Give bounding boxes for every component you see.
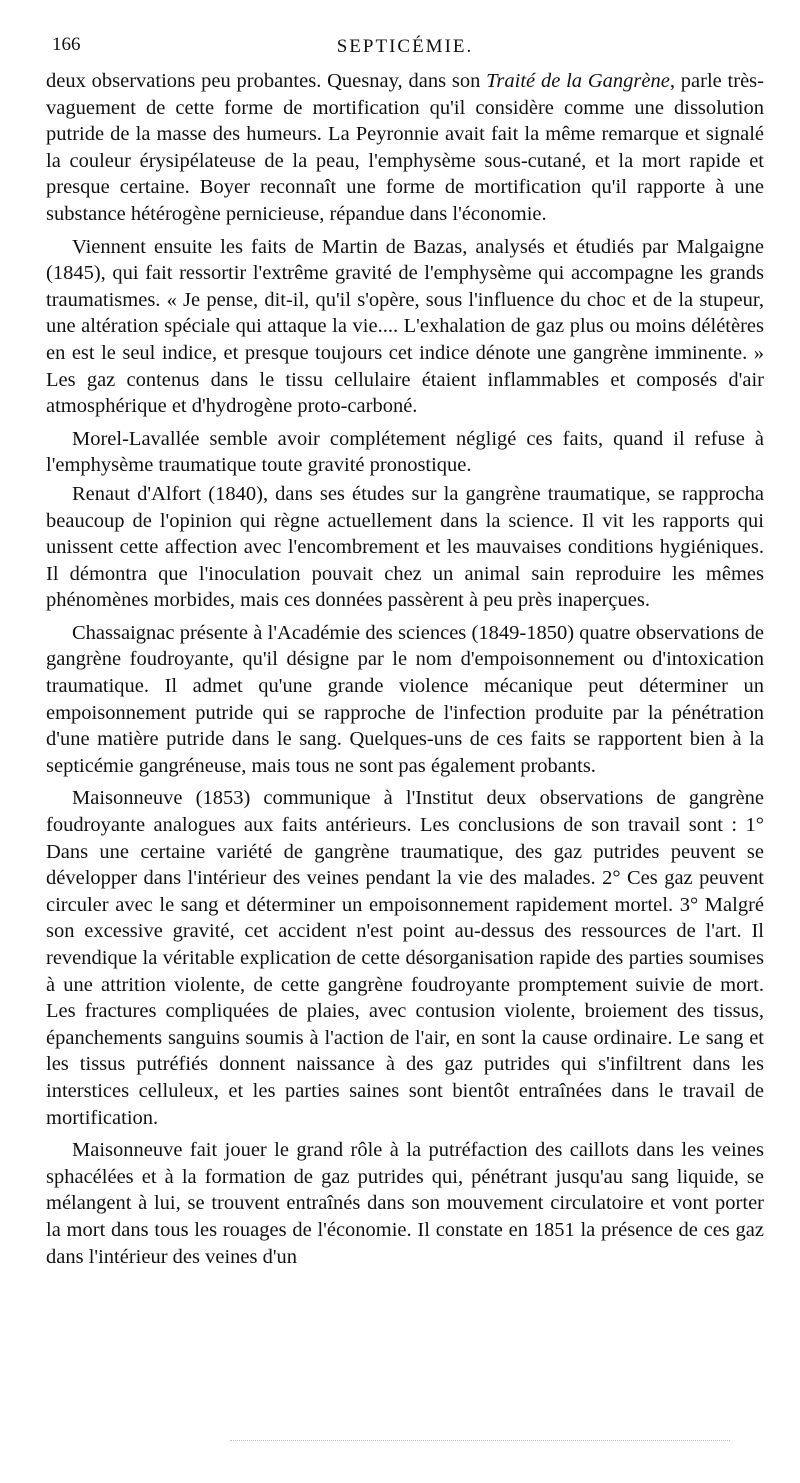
- paragraph-1-text-start: deux observations peu probantes. Quesnay, dans son: [46, 70, 487, 92]
- paragraph-4: Renaut d'Alfort (1840), dans ses études sur la gangrène traumatique, se rapprocha beaucoup de l'opinion qui règne actuellement dans la science. Il vit les rapports qui unissent cette affection avec l'encombrement et les mauvaises conditions hygiéniques. Il démontra que l'inoculation pouvait chez un animal sain reproduire les mêmes phénomènes morbides, mais ces données passèrent à peu près inaperçues.: [46, 482, 764, 612]
- footer-dotted-rule: [230, 1440, 730, 1443]
- running-title: SEPTICÉMIE.: [336, 36, 474, 57]
- page-header: [46, 28, 764, 68]
- paragraph-7: Maisonneuve fait jouer le grand rôle à la putréfaction des caillots dans les veines sphacélées et à la formation de gaz putrides qui, pénétrant jusqu'au sang liquide, se mélangent à lui, se trouvent entraînés dans son mouvement circulatoire et vont porter la mort dans tous les rouages de l'économie. Il constate en 1851 la présence de ces gaz dans l'intérieur des veines d'un: [46, 1139, 764, 1268]
- paragraph-2: Viennent ensuite les faits de Martin de Bazas, analysés et étudiés par Malgaigne (1845), qui fait ressortir l'extrême gravité de l'emphysème qui accompagne les grands traumatismes. « Je pense, dit-il, qu'il s'opère, sous l'influence du choc et de la stupeur, une altération spéciale qui attaque la vie.... L'exhalation de gaz plus ou moins délétères en est le seul indice, et presque toujours cet indice dénote une gangrène imminente. » Les gaz contenus dans le tissu cellulaire étaient inflammables et composés d'air atmosphérique et d'hydrogène proto-carboné.: [46, 235, 764, 418]
- paragraph-1: [46, 68, 764, 228]
- page-number: 166: [52, 34, 81, 55]
- page: [46, 28, 764, 1276]
- paragraph-5: Chassaignac présente à l'Académie des sciences (1849-1850) quatre observations de gangrène foudroyante, qu'il désigne par le nom d'empoisonnement ou d'intoxication traumatique. Il admet qu'une grande violence mécanique peut déterminer un empoisonnement putride qui se rapproche de l'infection produite par la pénétration d'une matière putride dans le sang. Quelques-uns de ces faits se rapportent bien à la septicémie gangréneuse, mais tous ne sont pas également probants.: [46, 621, 764, 777]
- paragraph-3: Morel-Lavallée semble avoir complétement négligé ces faits, quand il refuse à l'emphysème traumatique toute gravité pronostique.: [46, 427, 764, 477]
- paragraph-1-text-end: , parle très-vaguement de cette forme de mortification qu'il considère comme une dissolution putride de la masse des humeurs. La Peyronnie avait fait la même remarque et signalé la couleur érysipélateuse de la peau, l'emphysème sous-cutané, et la mort rapide et presque certaine. Boyer reconnaît une forme de mortification qu'il rapporte à une substance hétérogène pernicieuse, répandue dans l'économie.: [46, 70, 764, 225]
- body-text: [46, 68, 764, 1270]
- book-title-emphasis: Traité de la Gangrène: [486, 70, 670, 92]
- paragraph-6: Maisonneuve (1853) communique à l'Institut deux observations de gangrène foudroyante analogues aux faits antérieurs. Les conclusions de son travail sont : 1° Dans une certaine variété de gangrène traumatique, des gaz putrides peuvent se développer dans l'intérieur des veines pendant la vie des malades. 2° Ces gaz peuvent circuler avec le sang et déterminer un empoisonnement rapidement mortel. 3° Malgré son excessive gravité, cet accident n'est point au-dessus des ressources de l'art. Il revendique la véritable explication de cette désorganisation rapide des parties soumises à une attrition violente, de cette gangrène foudroyante promptement suivie de mort. Les fractures compliquées de plaies, avec contusion violente, broiement des tissus, épanchements sanguins soumis à l'action de l'air, en sont la cause ordinaire. Le sang et les tissus putréfiés donnent naissance à des gaz putrides qui s'infiltrent dans les interstices celluleux, et les parties saines sont bientôt entraînées dans le travail de mortification.: [46, 787, 764, 1129]
